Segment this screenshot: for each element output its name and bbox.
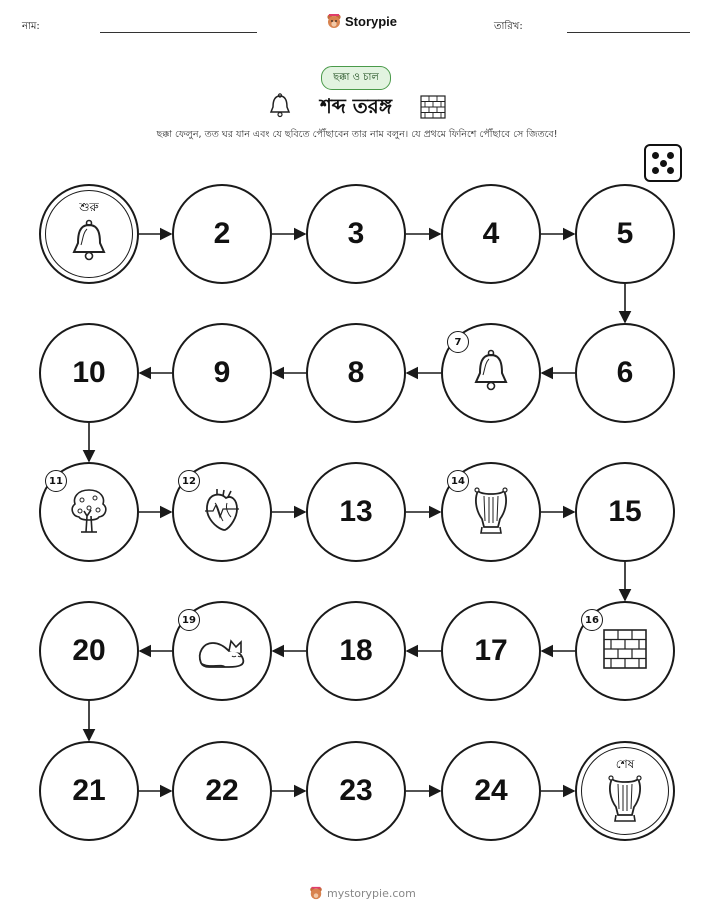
board-cell-10 (39, 323, 139, 423)
sleeping-cat-icon (195, 629, 249, 673)
cell-number: 2 (213, 217, 231, 250)
board-cell-5 (575, 184, 675, 284)
board-cell-15 (575, 462, 675, 562)
end-label: শেষ (615, 757, 635, 771)
board-cell-12 (172, 462, 272, 562)
board-cell-25 (575, 741, 675, 841)
cell-number: 6 (616, 356, 634, 389)
board-cell-18 (306, 601, 406, 701)
harp-icon (604, 773, 646, 827)
board-cell-11 (39, 462, 139, 562)
brick-wall-icon (602, 628, 648, 674)
board-cell-20 (39, 601, 139, 701)
cell-number-badge: 19 (178, 609, 200, 631)
footer-site: mystorypie.com (327, 886, 416, 900)
brand-name: Storypie (345, 13, 398, 29)
instructions: ছক্কা ফেলুন, তত ঘর যান এবং যে ছবিতে পৌঁছাবেন তার নাম বলুন। যে প্রথমে ফিনিশে পৌঁছাবে সে জিতবে! (156, 129, 558, 140)
harp-icon (470, 485, 512, 539)
cell-number: 24 (474, 774, 508, 807)
game-type-pill: ছক্কা ও চাল (321, 66, 391, 90)
cell-number: 4 (482, 217, 500, 250)
cell-number: 17 (474, 634, 508, 667)
cell-number: 23 (339, 774, 373, 807)
board-cell-19 (172, 601, 272, 701)
tree-icon (67, 486, 111, 538)
cell-number: 10 (72, 356, 106, 389)
cell-number: 20 (72, 634, 106, 667)
board-cell-14 (441, 462, 541, 562)
cell-number: 8 (347, 356, 365, 389)
board-cell-4 (441, 184, 541, 284)
board-cell-7 (441, 323, 541, 423)
board-cell-16 (575, 601, 675, 701)
cell-number-badge: 11 (45, 470, 67, 492)
board-cell-3 (306, 184, 406, 284)
cell-number: 3 (347, 217, 365, 250)
cell-number-badge: 12 (178, 470, 200, 492)
cell-number: 13 (339, 495, 373, 528)
footer (309, 886, 416, 900)
cell-number: 21 (72, 774, 106, 807)
cell-number-badge: 16 (581, 609, 603, 631)
board-cell-24 (441, 741, 541, 841)
board-cell-8 (306, 323, 406, 423)
cell-number: 18 (339, 634, 373, 667)
name-label: নাম: (22, 21, 40, 32)
board-cell-2 (172, 184, 272, 284)
board-cell-6 (575, 323, 675, 423)
cell-number-badge: 7 (447, 331, 469, 353)
board-cell-9 (172, 323, 272, 423)
cell-number: 9 (213, 356, 231, 389)
board-cell-1 (39, 184, 139, 284)
board-cell-21 (39, 741, 139, 841)
heart-icon (201, 487, 243, 537)
bell-icon (69, 219, 109, 267)
bear-logo-icon (309, 886, 323, 900)
board-cell-22 (172, 741, 272, 841)
bell-icon (471, 349, 511, 397)
cell-number: 15 (608, 495, 642, 528)
cell-number: 22 (205, 774, 239, 807)
date-label: তারিখ: (494, 21, 523, 32)
start-label: শুরু (79, 200, 99, 214)
cell-number: 5 (616, 217, 634, 250)
board-cell-17 (441, 601, 541, 701)
cell-number-badge: 14 (447, 470, 469, 492)
board-cell-23 (306, 741, 406, 841)
page-title: শব্দ তরঙ্গ (319, 94, 393, 118)
board-cell-13 (306, 462, 406, 562)
